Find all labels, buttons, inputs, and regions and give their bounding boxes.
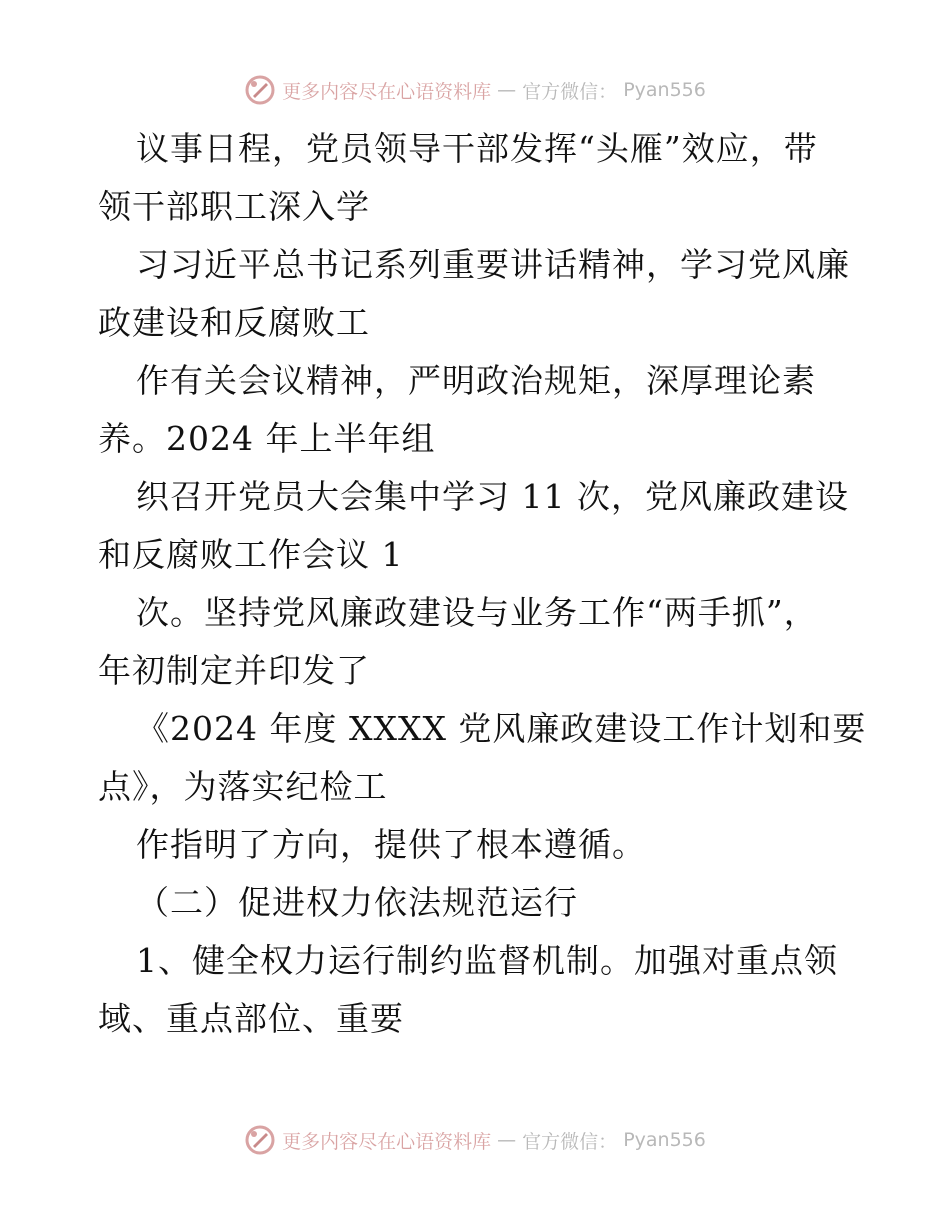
text-line: 次。坚持党风廉政建设与业务工作“两手抓”， (136, 593, 818, 632)
footer-watermark (0, 1120, 950, 1160)
text-line: 养。2024 年上半年组 (98, 419, 436, 458)
watermark-wechat-id: Pyan556 (623, 79, 706, 101)
text-line: 和反腐败工作会议 1 (98, 535, 404, 574)
text-line: 点》，为落实纪检工 (98, 767, 388, 806)
text-line: 作指明了方向，提供了根本遵循。 (136, 825, 646, 864)
watermark-site-name: 更多内容尽在心语资料库 (282, 1130, 492, 1153)
text-line: 政建设和反腐败工 (98, 303, 370, 342)
section-heading: （二）促进权力依法规范运行 (136, 883, 578, 922)
watermark-separator: — (497, 1129, 517, 1151)
text-line: 作有关会议精神，严明政治规矩，深厚理论素 (136, 361, 816, 400)
text-line: 年初制定并印发了 (98, 651, 370, 690)
watermark-wechat-label: 官方微信： (522, 1130, 618, 1153)
text-line: 《2024 年度 XXXX 党风廉政建设工作计划和要 (136, 709, 867, 748)
text-line: 领干部职工深入学 (98, 187, 370, 226)
text-line: 习习近平总书记系列重要讲话精神，学习党风廉 (136, 245, 850, 284)
watermark-wechat-label: 官方微信： (522, 80, 618, 103)
text-line: 议事日程，党员领导干部发挥“头雁”效应，带 (136, 129, 818, 168)
brand-logo-icon (244, 74, 276, 106)
text-line: 1、健全权力运行制约监督机制。加强对重点领 (136, 941, 838, 980)
document-body (98, 120, 867, 1048)
text-line: 域、重点部位、重要 (98, 999, 404, 1038)
watermark-wechat-id: Pyan556 (623, 1129, 706, 1151)
watermark-site-name: 更多内容尽在心语资料库 (282, 80, 492, 103)
text-line: 织召开党员大会集中学习 11 次，党风廉政建设 (136, 477, 849, 516)
brand-logo-icon (244, 1124, 276, 1156)
header-watermark (0, 70, 950, 110)
watermark-separator: — (497, 79, 517, 101)
